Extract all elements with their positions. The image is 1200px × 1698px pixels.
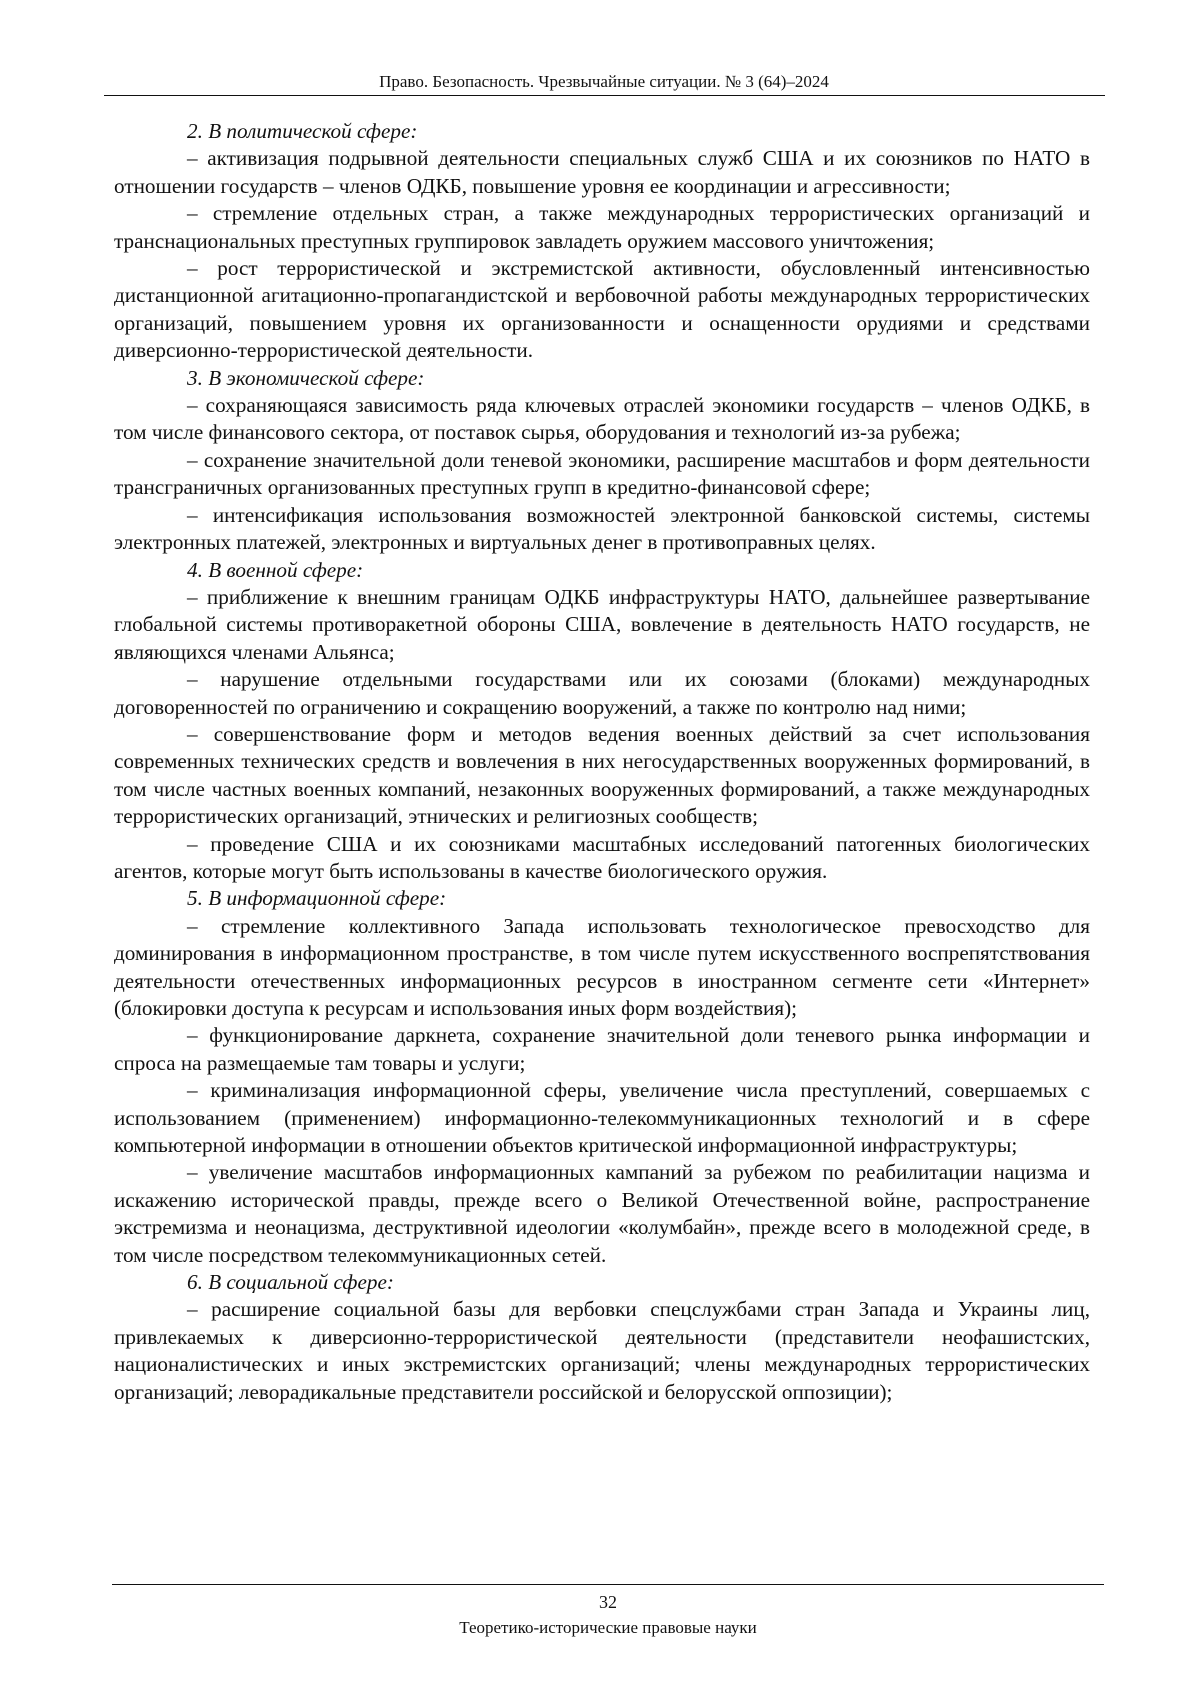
running-head: Право. Безопасность. Чрезвычайные ситуации. № 3 (64)–2024 <box>379 72 829 91</box>
list-item: – сохранение значительной доли теневой экономики, расширение масштабов и форм деятельности трансграничных организованных преступных групп в кредитно-финансовой сфере; <box>114 447 1090 500</box>
section-heading: 5. В информационной сфере: <box>187 886 447 911</box>
list-item: – увеличение масштабов информационных кампаний за рубежом по реабилитации нацизма и искажению исторической правды, прежде всего о Великой Отечественной войне, распространение экстремизма и неонацизма, деструктивной идеологии «колумбайн», прежде всего в молодежной среде, в том числе посредством телекоммуникационных сетей. <box>114 1160 1090 1267</box>
journal-section-title: Теоретико-исторические правовые науки <box>459 1618 757 1637</box>
list-item: – активизация подрывной деятельности специальных служб США и их союзников по НАТО в отношении государств – членов ОДКБ, повышение уровня ее координации и агрессивности; <box>114 146 1090 198</box>
body-text <box>114 118 1090 1406</box>
list-item: – совершенствование форм и методов ведения военных действий за счет использования современных технических средств и вовлечения в них негосударственных вооруженных формирований, в том числе частных военных компаний, незаконных вооруженных формирований, а также международных террористических организаций, этнических и религиозных сообществ; <box>114 721 1090 829</box>
page-number: 32 <box>599 1592 617 1612</box>
list-item: – сохраняющаяся зависимость ряда ключевых отраслей экономики государств – членов ОДКБ, в том числе финансового сектора, от поставок сырья, оборудования и технологий из-за рубежа; <box>114 393 1090 445</box>
list-item: – криминализация информационной сферы, увеличение числа преступлений, совершаемых с использованием (применением) информационно-телекоммуникационных технологий и в сфере компьютерной информации в отношении объектов критической информационной инфраструктуры; <box>114 1078 1090 1158</box>
section-heading: 6. В социальной сфере: <box>187 1270 394 1295</box>
header-rule <box>104 95 1105 96</box>
list-item: – приближение к внешним границам ОДКБ инфраструктуры НАТО, дальнейшее развертывание глобальной системы противоракетной обороны США, вовлечение в деятельность НАТО государств, не являющихся членами Альянса; <box>114 584 1090 664</box>
list-item: – стремление коллективного Запада использовать технологическое превосходство для доминирования в информационном пространстве, в том числе путем искусственного воспрепятствования деятельности отечественных информационных ресурсов в иностранном сегменте сети «Интернет» (блокировки доступа к ресурсам и использования иных форм воздействия); <box>114 913 1090 1020</box>
list-item: – нарушение отдельными государствами или их союзами (блоками) международных договоренностей по ограничению и сокращению вооружений, а также по контролю над ними; <box>114 667 1090 719</box>
section-heading: 2. В политической сфере: <box>187 119 418 143</box>
section-heading: 4. В военной сфере: <box>187 557 364 582</box>
footer-rule <box>112 1584 1104 1585</box>
list-item: – стремление отдельных стран, а также международных террористических организаций и транснациональных преступных группировок завладеть оружием массового уничтожения; <box>114 201 1090 253</box>
list-item: – интенсификация использования возможностей электронной банковской системы, системы электронных платежей, электронных и виртуальных денег в противоправных целях. <box>114 502 1090 555</box>
list-item: – расширение социальной базы для вербовки спецслужбами стран Запада и Украины лиц, привлекаемых к диверсионно-террористической деятельности (представители неофашистских, националистических и иных экстремистских организаций; члены международных террористических организаций; леворадикальные представители российской и белорусской оппозиции); <box>114 1297 1090 1404</box>
section-heading: 3. В экономической сфере: <box>187 365 425 390</box>
list-item: – проведение США и их союзниками масштабных исследований патогенных биологических агентов, которые могут быть использованы в качестве биологического оружия. <box>114 831 1090 883</box>
list-item: – функционирование даркнета, сохранение значительной доли теневого рынка информации и спроса на размещаемые там товары и услуги; <box>114 1023 1090 1075</box>
list-item: – рост террористической и экстремистской активности, обусловленный интенсивностью дистанционной агитационно-пропагандистской и вербовочной работы международных террористических организаций, повышением уровня их организованности и оснащенности орудиями и средствами диверсионно-террористической деятельности. <box>114 256 1090 363</box>
